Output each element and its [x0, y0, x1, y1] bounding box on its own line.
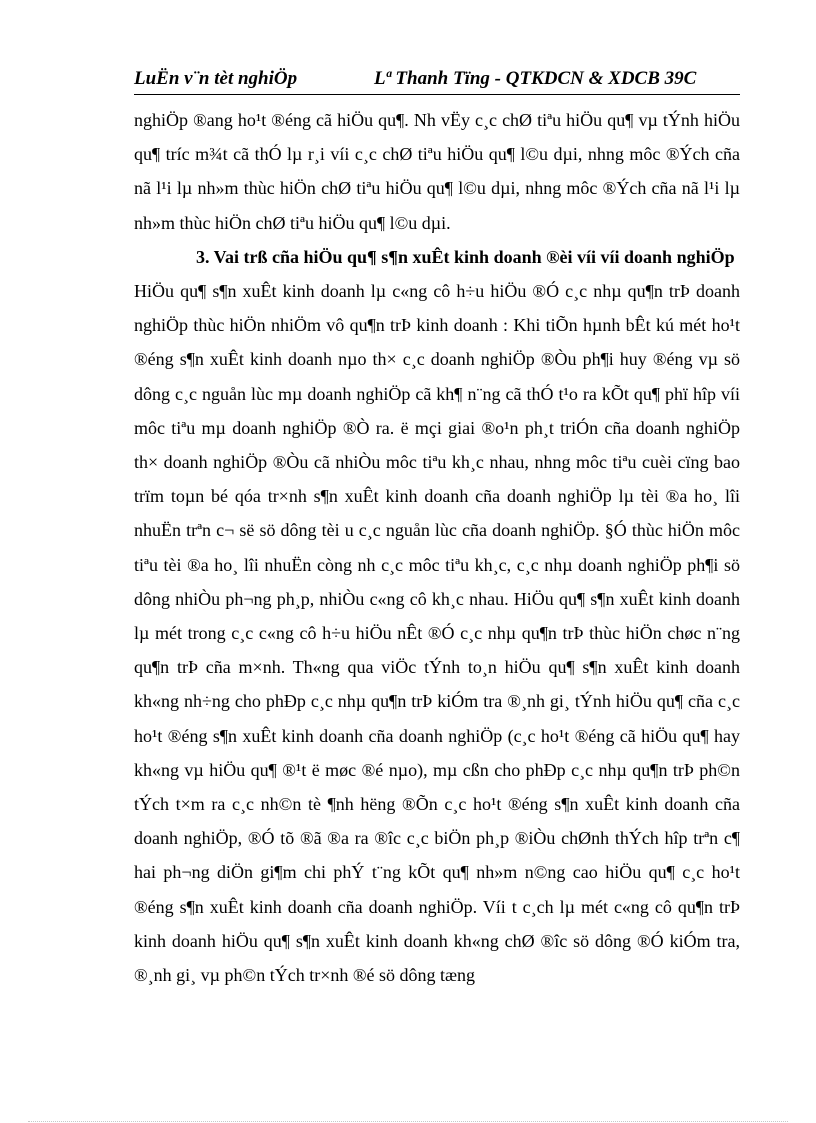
header-author: Lª Thanh Tïng - QTKDCN & XDCB 39C [374, 68, 697, 89]
paragraph-main: HiÖu qu¶ s¶n xuÊt kinh doanh lµ c«ng cô h÷u hiÖu ®Ó c¸c nhµ qu¶n trÞ doanh nghiÖp thùc hiÖn nhiÖm vô qu¶n trÞ kinh doanh : Khi tiÕn hµnh bÊt kú mét ho¹t ®éng s¶n xuÊt kinh doanh nµo th× c¸c doanh nghiÖp ®Òu ph¶i huy ®éng vµ sö dông c¸c nguån lùc mµ doanh nghiÖp cã kh¶ n¨ng cã thÓ t¹o ra kÕt qu¶ phï hîp víi môc tiªu mµ doanh nghiÖp ®Ò ra. ë mçi giai ®o¹n ph¸t triÓn cña doanh nghiÖp th× doanh nghiÖp ®Òu cã nhiÒu môc tiªu kh¸c nhau, nhng môc tiªu cuèi cïng bao trïm toµn bé qóa tr×nh s¶n xuÊt kinh doanh cña doanh nghiÖp lµ tèi ®a ho¸ lîi nhuËn trªn c¬ së sö dông tèi u c¸c nguån lùc cña doanh nghiÖp. §Ó thùc hiÖn môc tiªu tèi ®a ho¸ lîi nhuËn còng nh c¸c môc tiªu kh¸c, c¸c nhµ doanh nghiÖp ph¶i sö dông nhiÒu ph¬ng ph¸p, nhiÒu c«ng cô kh¸c nhau. HiÖu qu¶ s¶n xuÊt kinh doanh lµ mét trong c¸c c«ng cô h÷u hiÖu nÊt ®Ó c¸c nhµ qu¶n trÞ thùc hiÖn chøc n¨ng qu¶n trÞ cña m×nh. Th«ng qua viÖc tÝnh to¸n hiÖu qu¶ s¶n xuÊt kinh doanh kh«ng nh÷ng cho phÐp c¸c nhµ qu¶n trÞ kiÓm tra ®¸nh gi¸ tÝnh hiÖu qu¶ cña c¸c ho¹t ®éng s¶n xuÊt kinh doanh cña doanh nghiÖp (c¸c ho¹t ®éng cã hiÖu qu¶ hay kh«ng vµ hiÖu qu¶ ®¹t ë møc ®é nµo), mµ cßn cho phÐp c¸c nhµ qu¶n trÞ ph©n tÝch t×m ra c¸c nh©n tè ¶nh hëng ®Õn c¸c ho¹t ®éng s¶n xuÊt kinh doanh cña doanh nghiÖp, ®Ó tõ ®ã ®a ra ®îc c¸c biÖn ph¸p ®iÒu chØnh thÝch hîp trªn c¶ hai ph¬ng diÖn gi¶m chi phÝ t¨ng kÕt qu¶ nh»m n©ng cao hiÖu qu¶ c¸c ho¹t ®éng s¶n xuÊt kinh doanh cña doanh nghiÖp. Víi t c¸ch lµ mét c«ng cô qu¶n trÞ kinh doanh hiÖu qu¶ s¶n xuÊt kinh doanh kh«ng chØ ®îc sö dông ®Ó kiÓm tra, ®¸nh gi¸ vµ ph©n tÝch tr×nh ®é sö dông tæng [134, 281, 740, 986]
paragraph-intro: nghiÖp ®ang ho¹t ®éng cã hiÖu qu¶. Nh vËy c¸c chØ tiªu hiÖu qu¶ vµ tÝnh hiÖu qu¶ tríc m¾t cã thÓ lµ r¸i víi c¸c chØ tiªu hiÖu qu¶ l©u dµi, nhng môc ®Ých cña nã l¹i lµ nh»m thùc hiÖn chØ tiªu hiÖu qu¶ l©u dµi, nhng môc ®Ých cña nã l¹i lµ nh»m thùc hiÖn chØ tiªu hiÖu qu¶ l©u dµi. [134, 110, 740, 233]
page-bottom-divider [28, 1121, 788, 1122]
section-heading-3: 3. Vai trß cña hiÖu qu¶ s¶n xuÊt kinh doanh ®èi víi víi doanh nghiÖp [196, 246, 735, 267]
header-thesis-title: LuËn v¨n tèt nghiÖp [134, 68, 298, 89]
page-body [134, 103, 740, 992]
page-header [134, 68, 740, 95]
